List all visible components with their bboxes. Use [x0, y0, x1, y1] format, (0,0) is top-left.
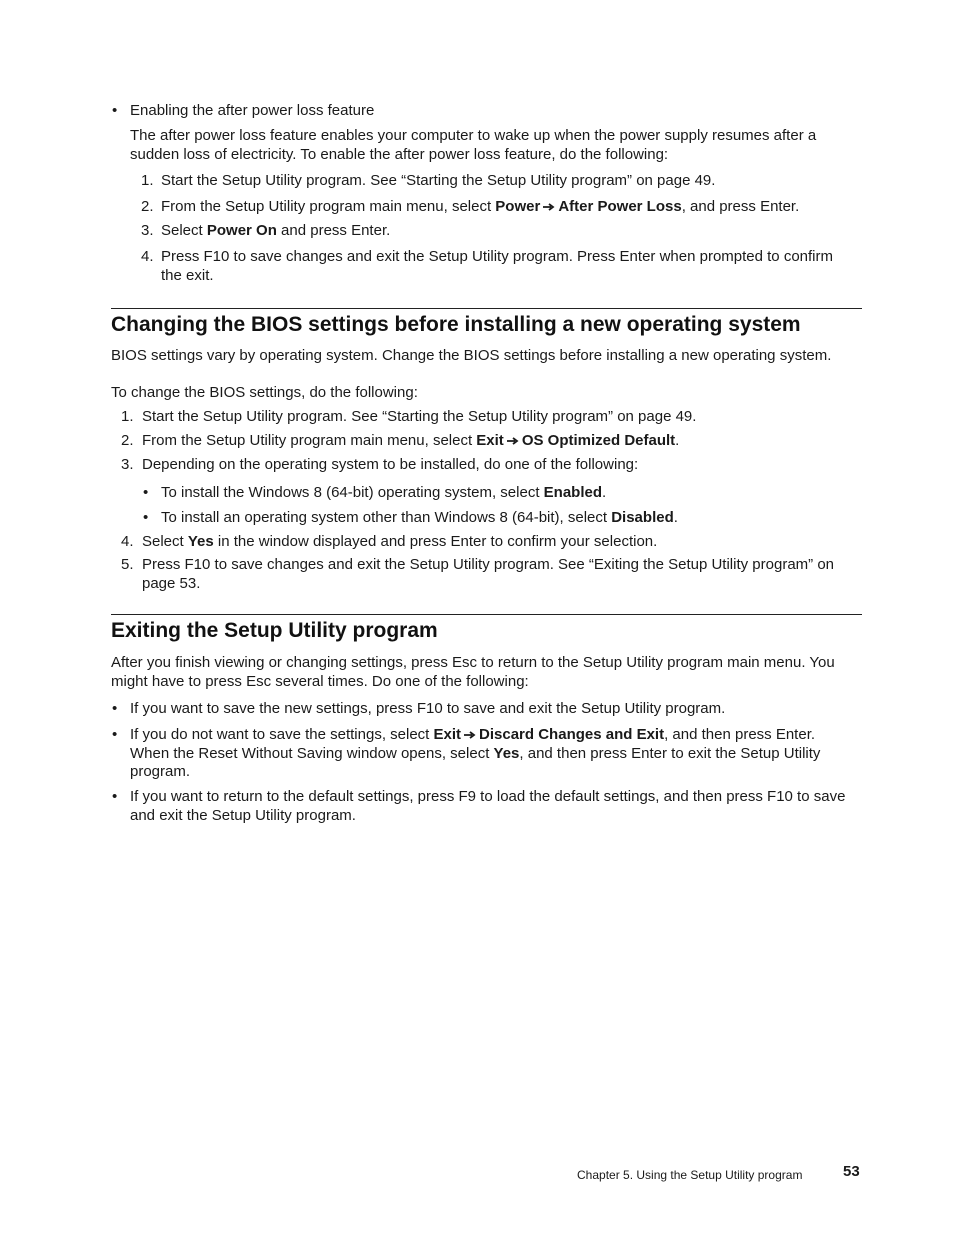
page-number: 53	[843, 1163, 860, 1180]
exit-option-text: If you want to save the new settings, press F10 to save and exit the Setup Utility program.	[130, 700, 726, 717]
option-enabled: Enabled	[543, 484, 603, 501]
bullet-icon: •	[143, 484, 149, 501]
intro-title: Enabling the after power loss feature	[130, 102, 375, 119]
exit-option-text: If you want to return to the default settings, press F9 to load the default settings, and then press F10 to save and exit the Setup Utility program.	[130, 788, 846, 824]
right-arrow-icon	[507, 436, 519, 446]
option-yes: Yes	[187, 533, 214, 550]
menu-path-discard-changes-and-exit: Discard Changes and Exit	[479, 726, 665, 743]
intro-paragraph: The after power loss feature enables your computer to wake up when the power supply resumes after a sudden loss of electricity. To enable the after power loss feature, do the following:	[130, 127, 817, 163]
section-divider	[111, 308, 862, 309]
section-heading-bios: Changing the BIOS settings before installing a new operating system	[111, 313, 801, 336]
bullet-icon: •	[112, 700, 118, 717]
step-text: Select Power On and press Enter.	[161, 222, 391, 239]
right-arrow-icon	[543, 202, 555, 212]
exiting-paragraph: After you finish viewing or changing settings, press Esc to return to the Setup Utility program main menu. You might have to press Esc several times. Do one of the following:	[111, 654, 835, 690]
step-text: From the Setup Utility program main menu, select Power After Power Loss, and press Enter.	[161, 198, 800, 215]
step-number: 1.	[141, 172, 154, 189]
section-divider	[111, 614, 862, 615]
exit-option-text: If you do not want to save the settings, select Exit Discard Changes and Exit, and then press Enter. When the Reset Without Saving window opens, select Yes, and then press Enter to exit the Setup Utility program.	[130, 726, 821, 780]
step-number: 4.	[141, 248, 154, 265]
sub-bullet-text: To install an operating system other than Windows 8 (64-bit), select Disabled.	[161, 509, 678, 526]
option-disabled: Disabled	[611, 509, 674, 526]
right-arrow-icon	[464, 730, 476, 740]
menu-item-power-on: Power On	[206, 222, 277, 239]
step-number: 5.	[121, 556, 134, 573]
menu-path-os-optimized-default: OS Optimized Default	[521, 432, 676, 449]
step-text: Select Yes in the window displayed and press Enter to confirm your selection.	[142, 533, 658, 550]
step-text: Press F10 to save changes and exit the Setup Utility program. See “Exiting the Setup Utility program” on page 53.	[142, 556, 835, 592]
bios-paragraph: BIOS settings vary by operating system. Change the BIOS settings before installing a new operating system.	[111, 347, 832, 364]
step-number: 3.	[121, 456, 134, 473]
option-yes: Yes	[493, 744, 520, 762]
step-text: Start the Setup Utility program. See “Starting the Setup Utility program” on page 49.	[142, 408, 697, 425]
step-number: 3.	[141, 222, 154, 239]
bullet-icon: •	[112, 788, 118, 805]
step-number: 1.	[121, 408, 134, 425]
bios-paragraph: To change the BIOS settings, do the following:	[111, 384, 418, 401]
sub-bullet-text: To install the Windows 8 (64-bit) operating system, select Enabled.	[161, 484, 607, 501]
step-text: Press F10 to save changes and exit the Setup Utility program. Press Enter when prompted to confirm the exit.	[161, 248, 833, 284]
step-text: Start the Setup Utility program. See “Starting the Setup Utility program” on page 49.	[161, 172, 716, 189]
menu-path-after-power-loss: After Power Loss	[558, 198, 682, 215]
step-number: 2.	[121, 432, 134, 449]
menu-path-power: Power	[495, 198, 541, 215]
step-number: 2.	[141, 198, 154, 215]
step-number: 4.	[121, 533, 134, 550]
section-heading-exiting: Exiting the Setup Utility program	[111, 619, 438, 642]
menu-path-exit: Exit	[476, 432, 504, 449]
bullet-icon: •	[112, 102, 118, 119]
footer-chapter: Chapter 5. Using the Setup Utility program	[577, 1168, 803, 1182]
step-text: From the Setup Utility program main menu, select Exit OS Optimized Default.	[142, 432, 680, 449]
bullet-icon: •	[112, 726, 118, 743]
step-text: Depending on the operating system to be installed, do one of the following:	[142, 456, 639, 473]
menu-path-exit: Exit	[433, 726, 462, 743]
bullet-icon: •	[143, 509, 149, 526]
